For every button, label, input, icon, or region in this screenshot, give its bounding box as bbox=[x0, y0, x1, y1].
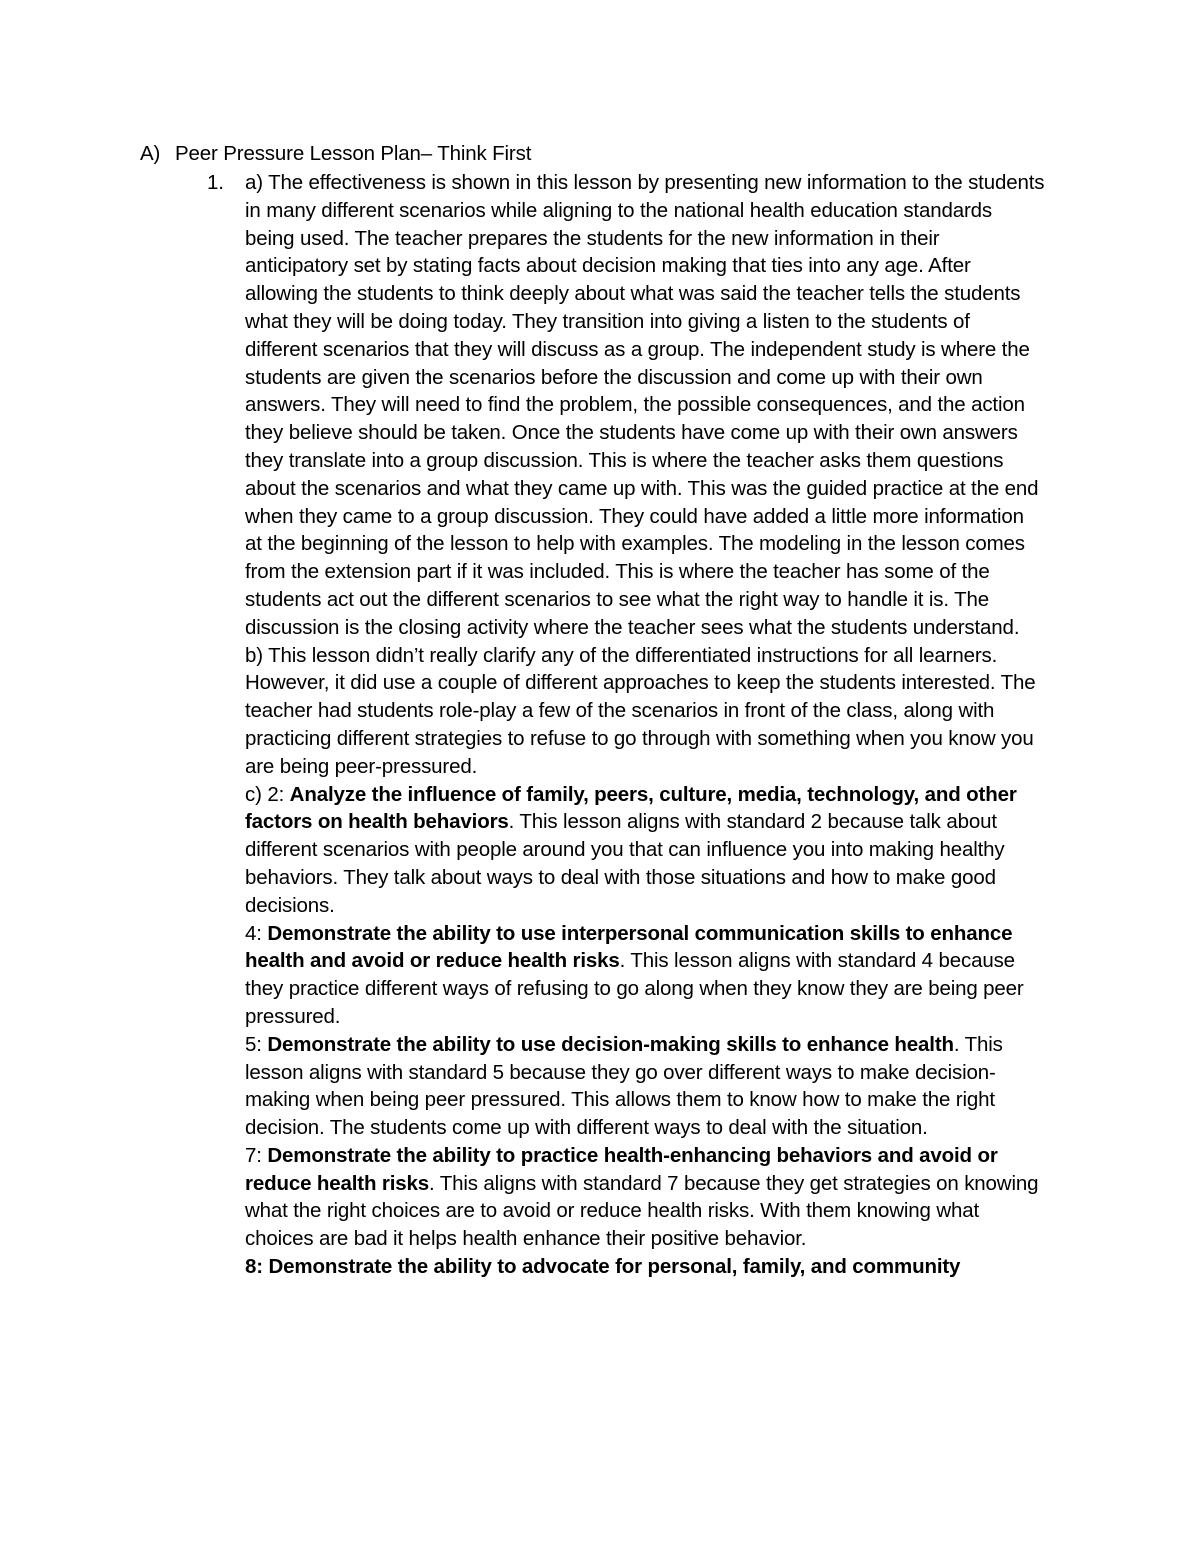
standard-4-title: Demonstrate the ability to use interpersonal communication skills to enhance health and avoid or reduce health risks bbox=[245, 921, 1013, 973]
standard-5-title: Demonstrate the ability to use decision-making skills to enhance health bbox=[267, 1032, 954, 1056]
section-heading bbox=[140, 140, 1040, 170]
standard-8-paragraph bbox=[245, 1253, 1045, 1281]
standard-5-label: 5: bbox=[245, 1032, 268, 1056]
answer-c-prefix: c) bbox=[245, 782, 268, 806]
standard-8-label: 8: bbox=[245, 1255, 269, 1279]
standard-5-paragraph bbox=[245, 1031, 1045, 1142]
list-item-number: 1. bbox=[207, 171, 224, 194]
standard-8-title: Demonstrate the ability to advocate for personal, family, and community bbox=[268, 1255, 961, 1279]
standard-2-label: 2: bbox=[267, 782, 290, 806]
answer-a-paragraph: a) The effectiveness is shown in this lesson by presenting new information to the students in many different scenarios while aligning to the national health education standards being used. The teacher prepares the students for the new information in their anticipatory set by stating facts about decision making that ties into any age. After allowing the students to think deeply about what was said the teacher tells the students what they will be doing today. They transition into giving a listen to the students of different scenarios that they will discuss as a group. The independent study is where the students are given the scenarios before the discussion and come up with their own answers. They will need to find the problem, the possible consequences, and the action they believe should be taken. Once the students have come up with their own answers they translate into a group discussion. This is where the teacher asks them questions about the scenarios and what they came up with. This was the guided practice at the end when they came to a group discussion. They could have added a little more information at the beginning of the lesson to help with examples. The modeling in the lesson comes from the extension part if it was included. This is where the teacher has some of the students act out the different scenarios to see what the right way to handle it is. The discussion is the closing activity where the teacher sees what the students understand. bbox=[245, 171, 1045, 639]
standard-2-paragraph bbox=[245, 781, 1045, 920]
standard-2-text: . This lesson aligns with standard 2 because talk about different scenarios with people around you that can influence you into making healthy behaviors. They talk about ways to deal with those situations and how to make good decisions. bbox=[245, 810, 1005, 917]
standard-4-paragraph bbox=[245, 920, 1045, 1031]
standard-4-text: . This lesson aligns with standard 4 because they practice different ways of refusing to go along when they know they are being peer pressured. bbox=[245, 949, 1024, 1028]
standard-7-text: . This aligns with standard 7 because they get strategies on knowing what the right choices are to avoid or reduce health risks. With them knowing what choices are bad it helps health enhance their positive behavior. bbox=[245, 1171, 1039, 1251]
standard-7-paragraph bbox=[245, 1142, 1045, 1253]
standard-5-text: . This lesson aligns with standard 5 because they go over different ways to make decision-making when being peer pressured. This allows them to know how to make the right decision. The students come up with different ways to deal with the situation. bbox=[245, 1032, 1003, 1140]
section-title: Peer Pressure Lesson Plan– Think First bbox=[175, 142, 532, 165]
standard-4-label: 4: bbox=[245, 921, 268, 945]
standard-7-label: 7: bbox=[245, 1143, 268, 1167]
answer-b-paragraph: b) This lesson didn’t really clarify any of the differentiated instructions for all learners. However, it did use a couple of different approaches to keep the students interested. The teacher had students role-play a few of the scenarios in front of the class, along with practicing different strategies to refuse to go through with something when you know you are being peer-pressured. bbox=[245, 643, 1036, 778]
standard-7-title: Demonstrate the ability to practice health-enhancing behaviors and avoid or reduce health risks bbox=[245, 1143, 998, 1195]
standard-2-title: Analyze the influence of family, peers, culture, media, technology, and other factors on health behaviors bbox=[245, 782, 1017, 834]
section-marker: A) bbox=[140, 142, 161, 165]
answer-body bbox=[245, 169, 1045, 1281]
